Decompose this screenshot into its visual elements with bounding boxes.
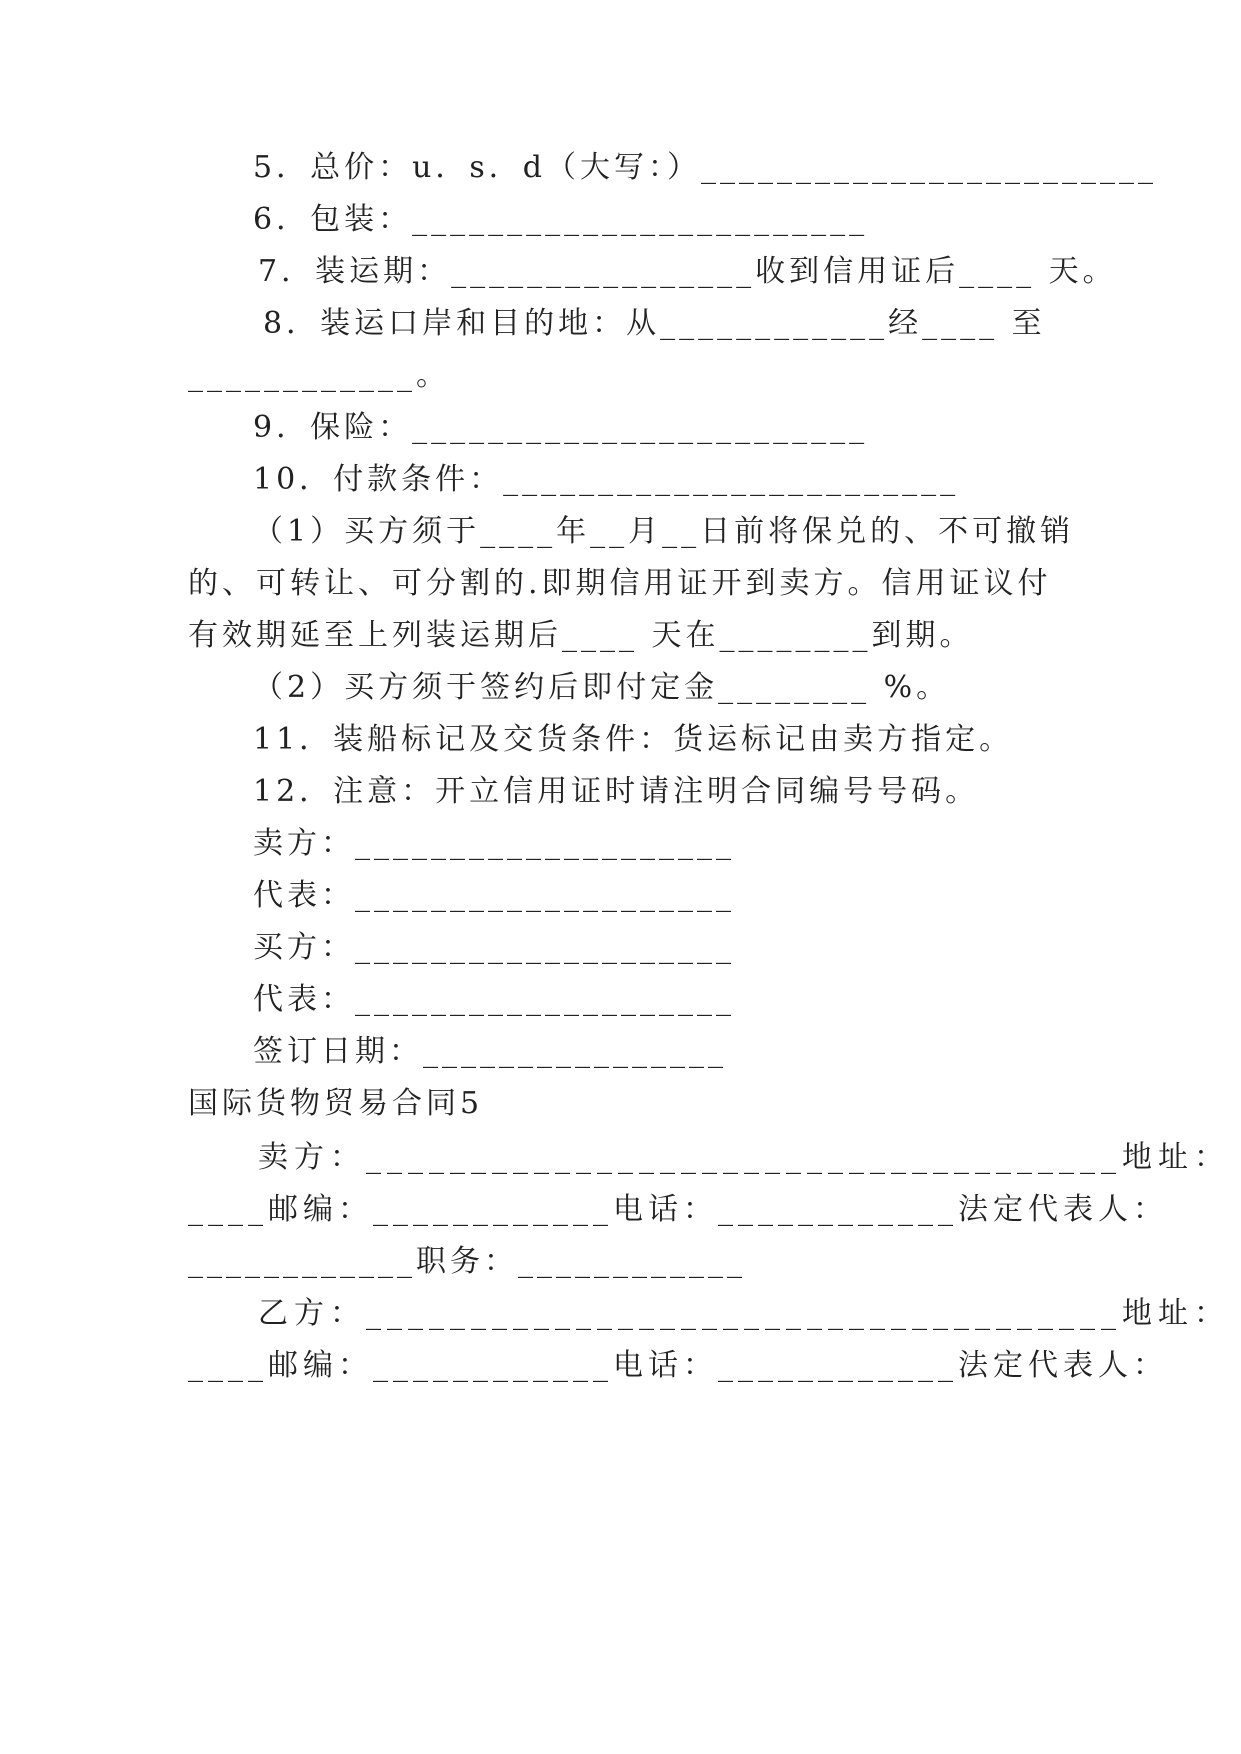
signing-date-line: 签订日期：________________ — [253, 1034, 727, 1069]
buyer-representative-line: 代表：____________________ — [253, 982, 735, 1017]
seller-position-line: ____________职务：____________ — [188, 1244, 746, 1279]
buyer-signature-line: 买方：____________________ — [253, 930, 735, 965]
party-b-line: 乙方：____________________________________地址： — [258, 1296, 1230, 1331]
clause-ports-continued: ____________。 — [188, 358, 450, 393]
party-b-contact-line: ____邮编：____________电话：____________法定代表人： — [188, 1348, 1168, 1383]
clause-shipping-marks: 11．装船标记及交货条件：货运标记由卖方指定。 — [253, 722, 1014, 757]
payment-term-1: （1）买方须于____年__月__日前将保兑的、不可撤销 — [253, 514, 1075, 549]
clause-total-price: 5．总价：u．s．d（大写：）________________________ — [253, 150, 1158, 185]
seller-party-line: 卖方：____________________________________地址： — [258, 1140, 1230, 1175]
clause-packing: 6．包装：________________________ — [253, 202, 869, 237]
clause-ports: 8．装运口岸和目的地：从____________经____ 至 — [263, 306, 1046, 341]
clause-payment-terms: 10．付款条件：________________________ — [253, 462, 960, 497]
clause-insurance: 9．保险：________________________ — [253, 410, 869, 445]
section-title: 国际货物贸易合同5 — [188, 1086, 484, 1121]
seller-representative-line: 代表：____________________ — [253, 878, 735, 913]
clause-shipment-period: 7．装运期：________________收到信用证后____ 天。 — [258, 254, 1117, 289]
clause-note: 12．注意：开立信用证时请注明合同编号号码。 — [253, 774, 980, 809]
seller-signature-line: 卖方：____________________ — [253, 826, 735, 861]
payment-term-1-validity: 有效期延至上列装运期后____ 天在________到期。 — [188, 618, 974, 653]
payment-term-1-continued: 的、可转让、可分割的.即期信用证开到卖方。信用证议付 — [188, 566, 1052, 601]
seller-contact-line: ____邮编：____________电话：____________法定代表人： — [188, 1192, 1168, 1227]
payment-term-2: （2）买方须于签约后即付定金________ %。 — [253, 670, 951, 705]
